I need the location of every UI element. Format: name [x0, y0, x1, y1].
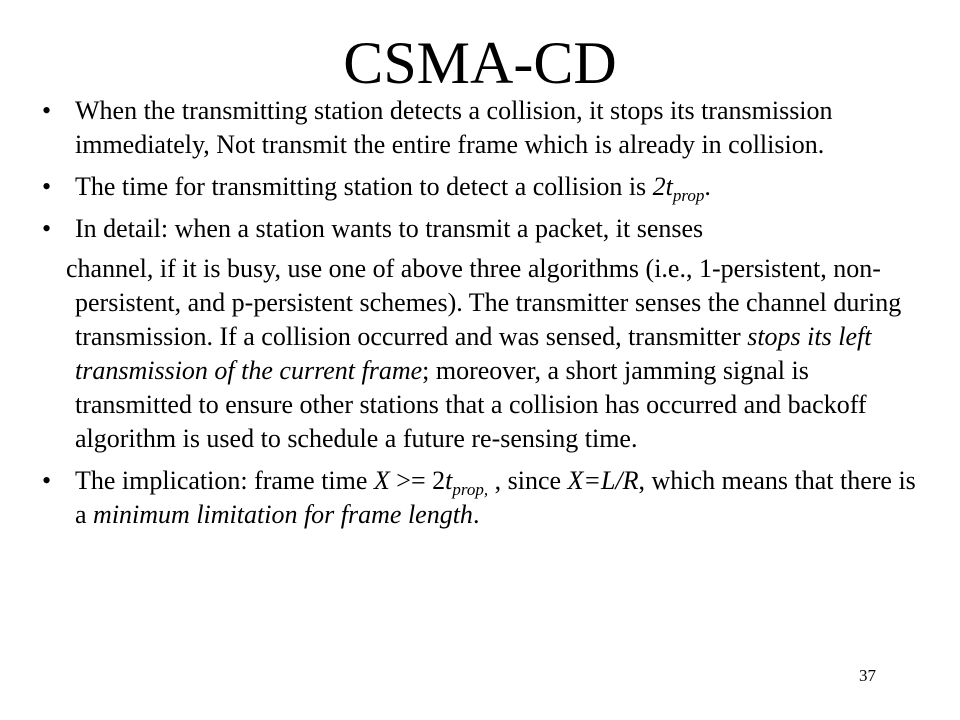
bullet-detect-time	[42, 170, 922, 204]
formula-x: X	[373, 466, 390, 495]
bullet-text: The time for transmitting station to detect a collision is	[75, 172, 653, 201]
bullet-dot: •	[42, 466, 52, 495]
bullet-text-end: .	[704, 172, 711, 201]
emphasis-min-frame: minimum limitation for frame length	[93, 500, 473, 529]
bullet-detail-continuation	[42, 252, 922, 456]
formula-subscript: prop	[672, 186, 705, 205]
bullet-text-end: .	[472, 500, 480, 529]
slide-body	[42, 94, 922, 540]
bullet-text-which: , which means that there is a	[75, 466, 916, 529]
page-number: 37	[859, 666, 876, 685]
bullet-dot: •	[42, 96, 52, 125]
formula-t: t	[445, 466, 453, 495]
bullet-text: The implication: frame time	[75, 466, 374, 495]
slide-title: CSMA-CD	[343, 30, 617, 96]
formula-ge: >= 2	[389, 466, 446, 495]
continuation-text: channel, if it is busy, use one of above three algorithms (i.e., 1-persistent, non-persistent, and p-persistent schemes). The transmitter senses the channel during transmission. If a collision occurred and was sensed, transmitter	[66, 254, 902, 351]
continuation-italic: stops its left transmission of the current frame	[75, 322, 872, 385]
formula-x-eq-l-r: X=L/R	[567, 466, 639, 495]
bullet-text: In detail: when a station wants to transmit a packet, it senses	[75, 214, 704, 243]
bullet-dot: •	[42, 172, 52, 201]
bullet-collision-stop	[42, 94, 922, 162]
bullet-dot: •	[42, 214, 52, 243]
bullet-implication	[42, 464, 922, 532]
bullet-text: When the transmitting station detects a collision, it stops its transmission immediately, Not transmit the entire frame which is already in collision.	[75, 96, 833, 159]
formula-subscript: prop,	[452, 480, 489, 499]
continuation-text-end: ; moreover, a short jamming signal is transmitted to ensure other stations that a collision has occurred and backoff algorithm is used to schedule a future re-sensing time.	[75, 356, 867, 453]
formula-2t: 2t	[652, 172, 673, 201]
bullet-text-since: , since	[488, 466, 568, 495]
bullet-detail	[42, 212, 922, 246]
